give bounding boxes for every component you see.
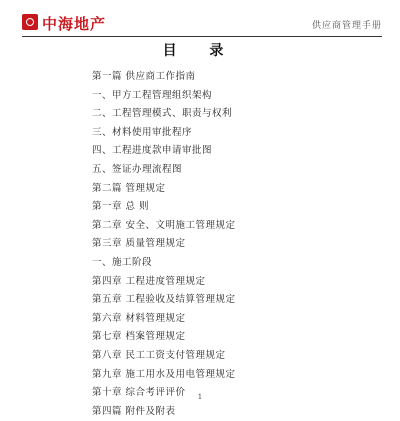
page-title: 目 录 bbox=[162, 43, 238, 59]
toc-entry[interactable]: 第七章 档案管理规定 bbox=[92, 331, 186, 343]
toc-entry[interactable]: 一、施工阶段 bbox=[92, 256, 153, 268]
page-number: 1 bbox=[197, 393, 203, 401]
toc-entry[interactable]: 四、工程进度款申请审批图 bbox=[92, 145, 213, 157]
header-divider bbox=[22, 36, 382, 37]
toc-entry[interactable]: 三、材料使用审批程序 bbox=[92, 126, 193, 138]
toc-entry[interactable]: 第一篇 供应商工作指南 bbox=[92, 71, 196, 82]
toc-entry[interactable]: 第二章 安全、文明施工管理规定 bbox=[92, 219, 236, 231]
toc-entry[interactable]: 二、工程管理模式、职责与权利 bbox=[92, 108, 233, 120]
toc-entry[interactable]: 第三章 质量管理规定 bbox=[92, 238, 186, 250]
toc-entry[interactable]: 第六章 材料管理规定 bbox=[92, 312, 186, 324]
header-document-title: 供应商管理手册 bbox=[311, 21, 382, 31]
toc-entry[interactable]: 第五章 工程验收及结算管理规定 bbox=[92, 294, 236, 306]
toc-entry[interactable]: 第十章 综合考评评价 bbox=[92, 387, 186, 399]
company-logo-icon bbox=[22, 14, 38, 30]
table-of-contents bbox=[92, 68, 342, 421]
toc-entry[interactable]: 第四篇 附件及附表 bbox=[92, 405, 176, 417]
page-header bbox=[22, 12, 382, 34]
company-logo-text: 中海地产 bbox=[42, 15, 107, 33]
toc-entry[interactable]: 第一章 总 则 bbox=[92, 201, 150, 213]
toc-entry[interactable]: 第四章 工程进度管理规定 bbox=[92, 275, 206, 287]
toc-entry[interactable]: 一、甲方工程管理组织架构 bbox=[92, 89, 213, 101]
toc-entry[interactable]: 第九章 施工用水及用电管理规定 bbox=[92, 368, 236, 380]
toc-entry[interactable]: 第八章 民工工资支付管理规定 bbox=[92, 349, 226, 361]
toc-entry[interactable]: 五、签证办理流程图 bbox=[92, 163, 183, 175]
toc-entry[interactable]: 第二篇 管理规定 bbox=[92, 182, 166, 194]
